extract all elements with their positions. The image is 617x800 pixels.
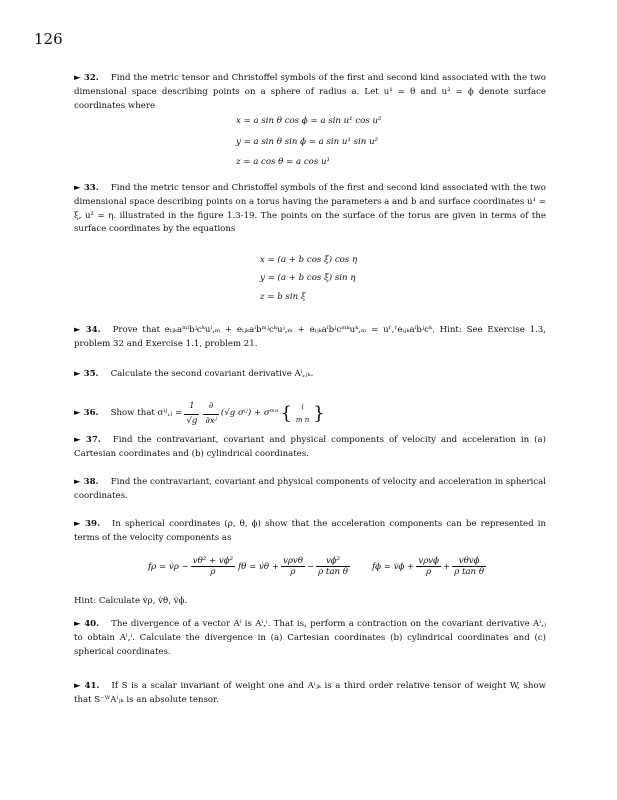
equation-f-rho: fρ = v̇ρ − $\frac{\text{vθ² + vϕ²}}{\rho}$ <box>148 556 234 577</box>
problem-number: ► 39. <box>74 519 100 529</box>
christoffel-symbol: i m n <box>295 402 310 425</box>
problem-35 <box>74 368 546 382</box>
problem-number: ► 41. <box>74 681 100 691</box>
problem-33 <box>74 182 546 237</box>
problem-34 <box>74 324 546 352</box>
problem-39 <box>74 518 546 546</box>
problem-text: Find the contravariant, covariant and physical components of velocity and acceleration in (a) Cartesian coordinates and (b) cylindrical coordinates. <box>74 435 546 459</box>
problem-40 <box>74 618 546 659</box>
equation: y = a sin θ sin ϕ = a sin u¹ sin u² <box>236 137 379 147</box>
problem-number: ► 35. <box>74 369 99 379</box>
problem-number: ► 34. <box>74 325 101 335</box>
equation-f-phi: fϕ = v̇ϕ + $\frac{\text{vρvϕ}}{\rho}$ + $\frac{\text{vθvϕ}}{\text{ρ tan θ}}$ <box>372 556 484 577</box>
problem-text: In spherical coordinates (ρ, θ, ϕ) show that the acceleration components can be represented in terms of the velocity components as <box>74 519 546 543</box>
brace-open: { <box>280 403 292 425</box>
problem-text: Show that σⁱʲ,ⱼ = <box>110 408 183 419</box>
brace-close: } <box>313 403 325 425</box>
problem-number: ► 32. <box>74 73 99 83</box>
problem-text: Find the metric tensor and Christoffel symbols of the first and second kind associated with the two dimensional space describing points on a sphere of radius a. Let u¹ = θ and u² = ϕ denote surface coordinates where <box>74 73 546 111</box>
problem-number: ► 37. <box>74 435 101 445</box>
equation: z = b sin ξ <box>260 292 306 302</box>
problem-number: ► 36. <box>74 408 99 419</box>
equation-f-theta: fθ = v̇θ + $\frac{\text{vρvθ}}{\rho}$ − $\frac{\text{vϕ²}}{\text{ρ tan θ}}$ <box>238 556 348 577</box>
problem-text: Prove that eᵢⱼₖaᵐⁱbʲcᵏuⁱ,ₘ + eᵢⱼₖaⁱbᵐʲcᵏuʲ,ₘ + eᵢⱼₖaⁱbʲcᵐᵏuᵏ,ₘ = uʳ,ʳeᵢⱼₖaⁱbʲcᵏ. Hint: See Exercise 1.3, problem 32 and Exercise 1.1, problem 21. <box>74 325 546 349</box>
problem-number: ► 33. <box>74 183 99 193</box>
problem-text: Find the metric tensor and Christoffel symbols of the first and second kind associated with the two dimensional space describing points on a torus having the parameters a and b and surface coordinates u¹ = ξ, u² = η. illustrated in the figure 1.3-19. The points on the surface of the torus are given in terms of the surface coordinates by the equations <box>74 183 546 235</box>
partial-fraction: $\frac{\partial}{\text{∂xʲ}}$ <box>205 401 217 426</box>
problem-number: ► 40. <box>74 619 100 629</box>
fraction: $\frac{1}{√g}$ <box>186 401 198 426</box>
expression: (√g σⁱʲ) + σᵐⁿ <box>220 408 279 419</box>
equation: x = a sin θ cos ϕ = a sin u¹ cos u² <box>236 116 382 126</box>
problem-text: The divergence of a vector Aⁱ is Aⁱ,ⁱ. That is, perform a contraction on the covariant derivative Aⁱ,ⱼ to obtain Aⁱ,ⁱ. Calculate the divergence in (a) Cartesian coordinates (b) cylindrical coordinates and (c) spherical coordinates. <box>74 619 546 657</box>
hint-39: Hint: Calculate v̇ρ, v̇θ, v̇ϕ. <box>74 596 188 606</box>
equation: z = a cos θ = a cos u¹ <box>236 157 330 167</box>
problem-text: Calculate the second covariant derivative Aⁱ,ⱼₖ. <box>110 369 314 379</box>
equation: x = (a + b cos ξ) cos η <box>260 255 358 265</box>
problem-41 <box>74 680 546 708</box>
equation: y = (a + b cos ξ) sin η <box>260 273 356 283</box>
problem-36 <box>74 400 546 429</box>
problem-number: ► 38. <box>74 477 99 487</box>
problem-32 <box>74 72 546 113</box>
problem-37 <box>74 434 546 462</box>
problem-text: If S is a scalar invariant of weight one and Aⁱⱼₖ is a third order relative tensor of weight W, show that S⁻ᵂAⁱⱼₖ is an absolute tensor. <box>74 681 546 705</box>
page-number: 126 <box>34 30 63 48</box>
problem-text: Find the contravariant, covariant and physical components of velocity and acceleration in spherical coordinates. <box>74 477 546 501</box>
problem-38 <box>74 476 546 504</box>
